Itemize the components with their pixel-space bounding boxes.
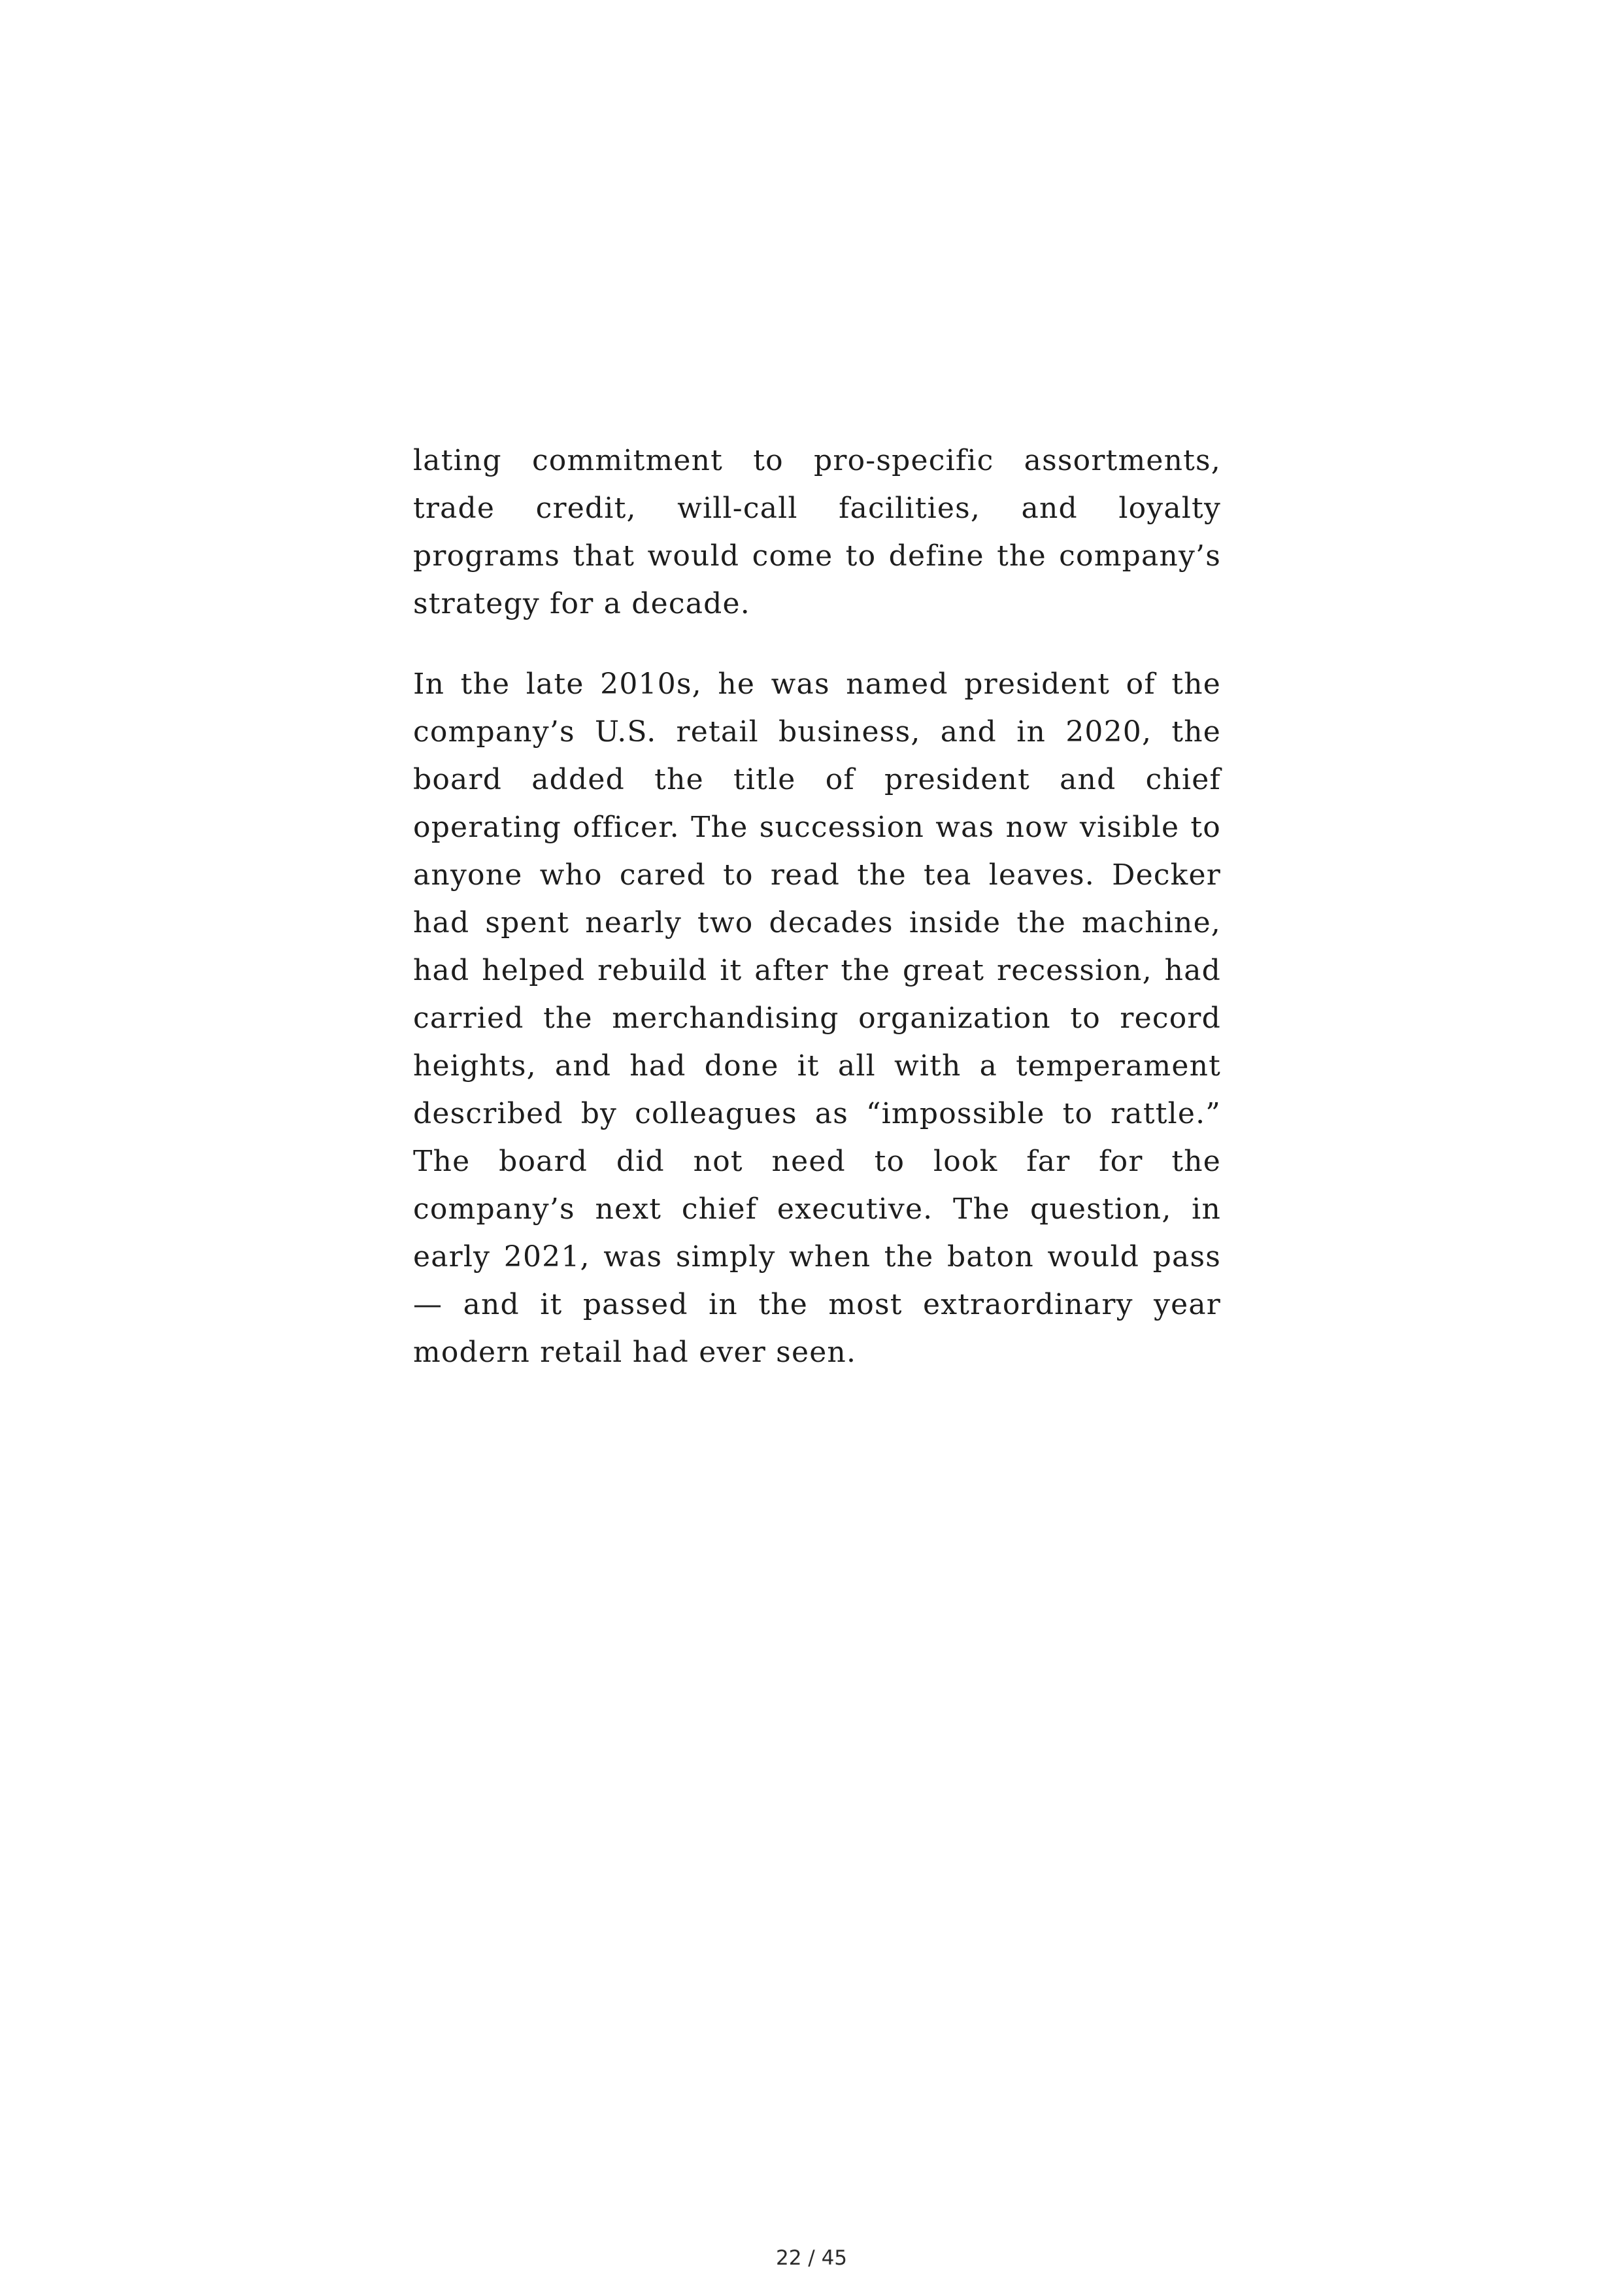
- paragraph: In the late 2010s, he was named president of the company’s U.S. retail business, and in 2020, the board added the title of president and chief operating officer. The succession was now visible to anyone who cared to read the tea leaves. Decker had spent nearly two decades inside the machine, had helped rebuild it after the great recession, had carried the merchandising organization to record heights, and had done it all with a temperament described by colleagues as “impossible to rattle.” The board did not need to look far for the company’s next chief executive. The question, in early 2021, was simply when the baton would pass — and it passed in the most extraordinary year modern retail had ever seen.: [413, 667, 1221, 1369]
- paragraph: lating commitment to pro-specific assortments, trade credit, will-call facilities, and loyalty programs that would come to define the company’s strategy for a decade.: [413, 444, 1221, 620]
- body-text: [413, 437, 1221, 1376]
- page-number: 22 / 45: [775, 2246, 848, 2270]
